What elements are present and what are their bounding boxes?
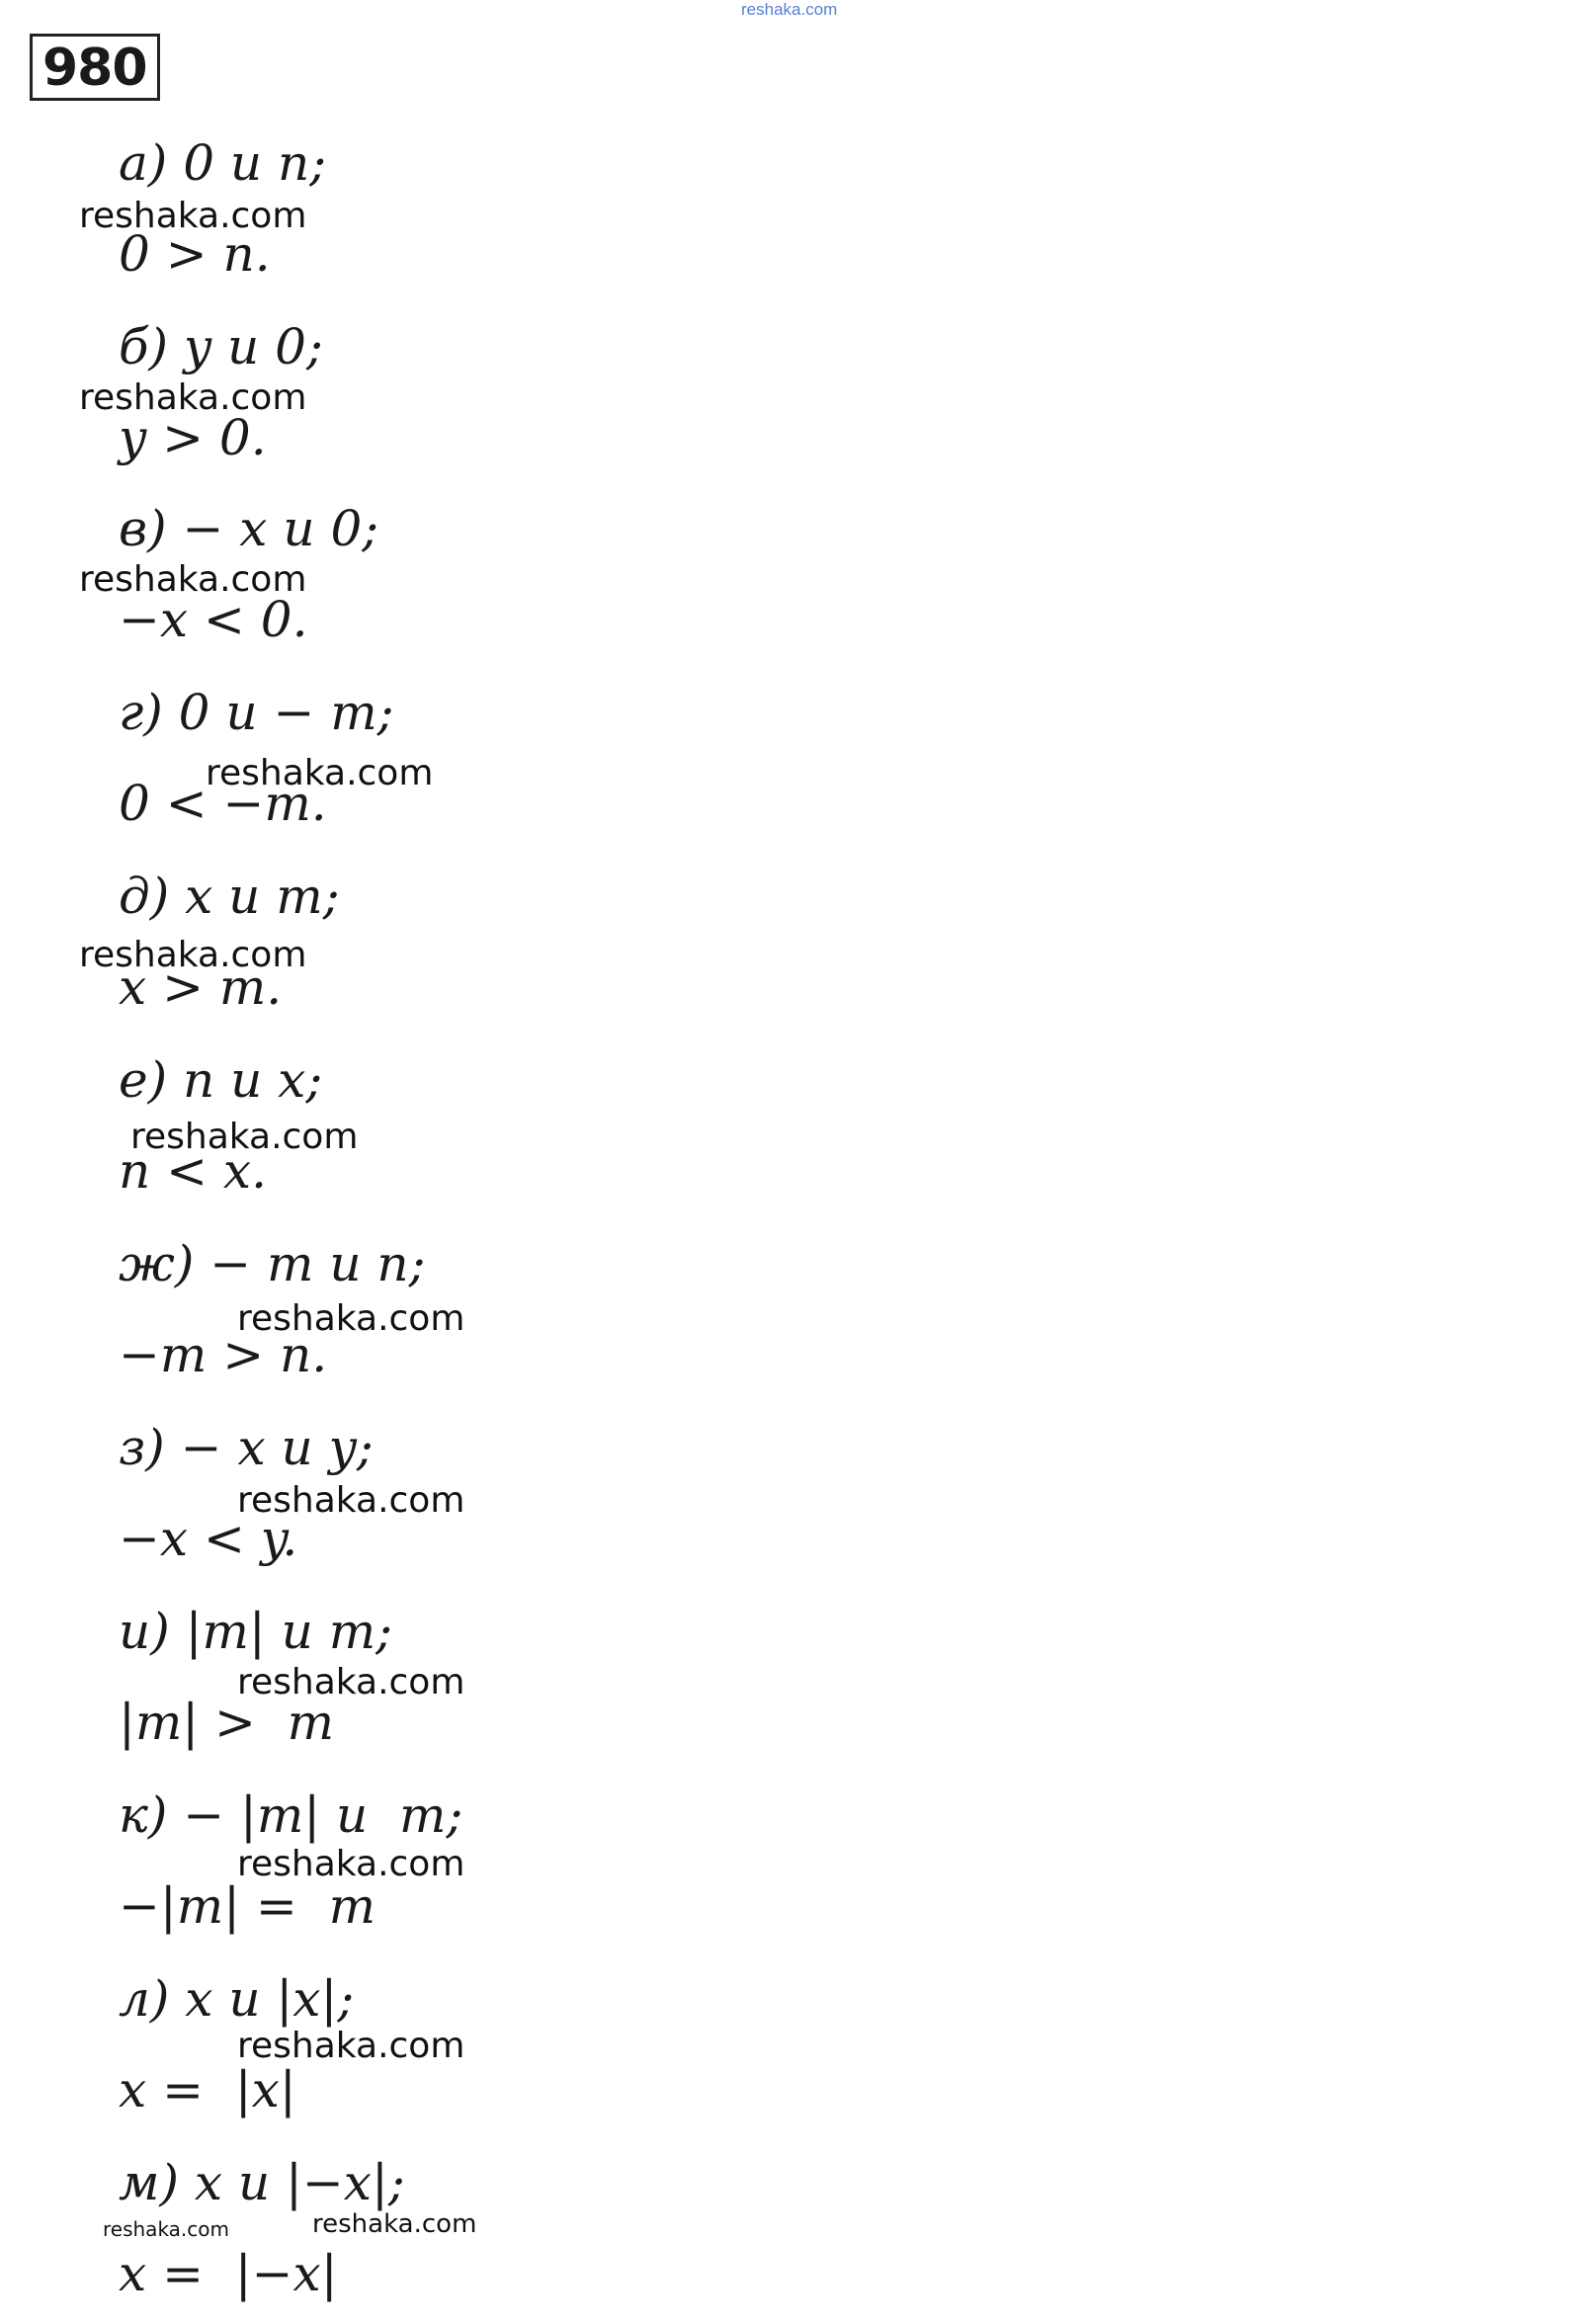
item-answer: x > m. (119, 958, 283, 1016)
watermark-text: reshaka.com (312, 2209, 477, 2239)
item-answer: x = |x| (119, 2061, 296, 2118)
item-answer: −x < y. (119, 1510, 298, 1567)
item-question: б) y и 0; (119, 318, 323, 375)
item-question: з) − x и y; (119, 1419, 374, 1476)
item-answer: y > 0. (119, 409, 267, 466)
item-question: д) x и m; (119, 868, 340, 925)
watermark-text: reshaka.com (237, 1844, 465, 1884)
item-question: л) x и |x|; (119, 1970, 355, 2028)
top-watermark: reshaka.com (741, 0, 838, 19)
watermark-text: reshaka.com (79, 196, 307, 236)
item-question: е) n и x; (119, 1051, 323, 1109)
watermark-text: reshaka.com (237, 2026, 465, 2066)
item-question: м) x и |−x|; (119, 2154, 405, 2211)
watermark-text: reshaka.com (130, 1117, 359, 1157)
item-question: и) |m| и m; (119, 1603, 392, 1660)
watermark-text: reshaka.com (79, 377, 307, 418)
item-question: г) 0 и − m; (119, 684, 394, 741)
item-answer: −x < 0. (119, 591, 308, 648)
item-answer: −m > n. (119, 1326, 328, 1383)
watermark-text: reshaka.com (237, 1662, 465, 1702)
watermark-text-small: reshaka.com (103, 2217, 229, 2241)
item-question: а) 0 и n; (119, 134, 327, 192)
item-answer: |m| > m (119, 1694, 335, 1751)
watermark-text: reshaka.com (79, 559, 307, 600)
watermark-text: reshaka.com (237, 1480, 465, 1521)
watermark-text: reshaka.com (206, 753, 434, 793)
watermark-text: reshaka.com (79, 935, 307, 975)
item-question: ж) − m и n; (119, 1235, 426, 1292)
item-question: в) − x и 0; (119, 500, 379, 557)
item-question: к) − |m| и m; (119, 1786, 463, 1844)
item-answer: 0 < −m. (119, 775, 327, 832)
watermark-text: reshaka.com (237, 1298, 465, 1339)
item-answer: x = |−x| (119, 2245, 338, 2302)
item-answer: −|m| = m (119, 1877, 375, 1935)
problem-number-box: 980 (30, 34, 160, 101)
item-answer: 0 > n. (119, 225, 271, 283)
item-answer: n < x. (119, 1142, 267, 1200)
